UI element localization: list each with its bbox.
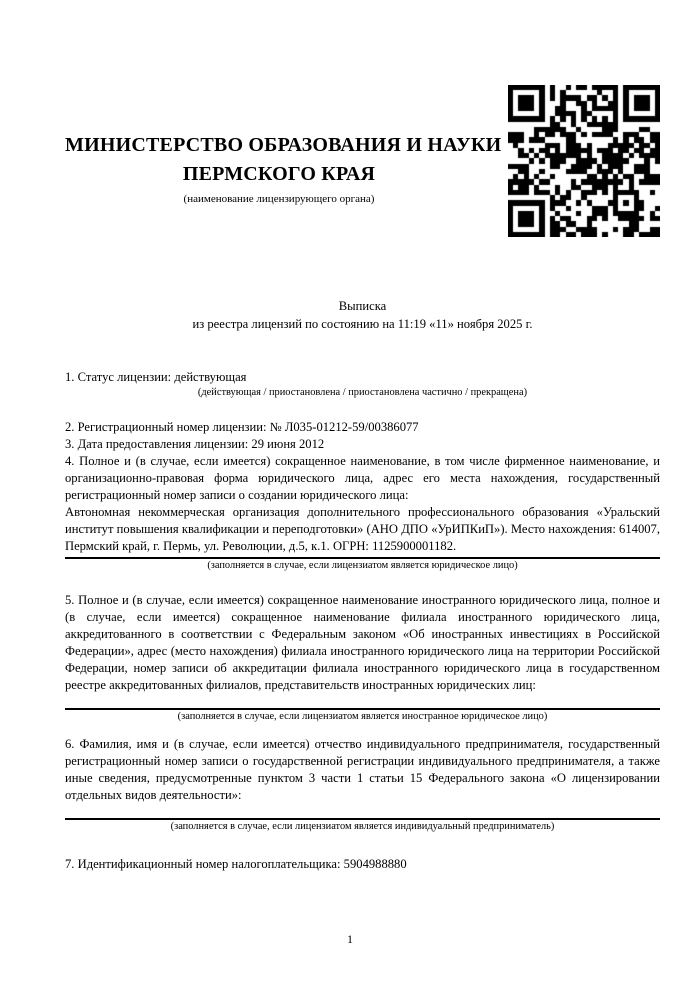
document-title-line1: Выписка — [338, 299, 387, 313]
qr-code-icon — [508, 85, 660, 237]
item-license-status — [65, 369, 660, 400]
document-title-line2: из реестра лицензий по состоянию на 11:19 «11» ноября 2025 г. — [192, 316, 533, 331]
foreign-entity-caption: (заполняется в случае, если лицензиатом является иностранное юридическое лицо) — [177, 711, 548, 722]
entrepreneur-label: 6. Фамилия, имя и (в случае, если имеется) отчество индивидуального предпринимателя, государственный регистрационный номер записи о государственной регистрации индивидуального предпринимателя, а также иные сведения, предусмотренные пунктом 3 части 1 статьи 15 Федерального закона «О лицензировании отдельных видов деятельности»: — [65, 737, 660, 802]
item-grant-date: 3. Дата предоставления лицензии: 29 июня 2012 — [65, 437, 325, 451]
item-legal-entity — [65, 453, 660, 573]
item-registration-number: 2. Регистрационный номер лицензии: № Л035-01212-59/00386077 — [65, 420, 419, 434]
extract-items — [65, 369, 660, 873]
authority-caption: (наименование лицензирующего органа) — [183, 193, 375, 205]
license-status-caption: (действующая / приостановлена / приостановлена частично / прекращена) — [197, 387, 528, 398]
item-entrepreneur — [65, 736, 660, 834]
foreign-entity-label: 5. Полное и (в случае, если имеется) сокращенное наименование иностранного юридического лица, полное и (в случае, если имеется) сокращенное наименование филиала иностранного юридического лица, аккредитованного в соответствии с Федеральным законом «Об иностранных инвестициях в Российской Федерации», адрес (место нахождения) филиала иностранного юридического лица на территории Российской Федерации, номер записи об аккредитации филиала иностранного юридического лица в государственном реестре аккредитованных филиалов, представительств иностранных юридических лиц: — [65, 593, 660, 692]
legal-entity-label: 4. Полное и (в случае, если имеется) сокращенное наименование, в том числе фирменное наименование, и организационно-правовая форма юридического лица, адрес его места нахождения, государственный регистрационный номер записи о создании юридического лица: — [65, 454, 660, 502]
legal-entity-value: Автономная некоммерческая организация дополнительного профессионального образования «Уральский институт повышения квалификации и переподготовки» (АНО ДПО «УрИПКиП»). Место нахождения: 614007, Пермский край, г. Пермь, ул. Революции, д.5, к.1. ОГРН: 1125900001182. — [65, 505, 660, 553]
item-foreign-entity — [65, 592, 660, 724]
item-taxpayer-number: 7. Идентификационный номер налогоплательщика: 5904988880 — [65, 857, 407, 871]
document-header — [65, 0, 660, 250]
issuing-authority-block — [65, 131, 502, 205]
document-content — [65, 0, 660, 873]
authority-name-line1: МИНИСТЕРСТВО ОБРАЗОВАНИЯ И НАУКИ — [65, 134, 502, 156]
page-number: 1 — [347, 932, 353, 946]
authority-name-line2: ПЕРМСКОГО КРАЯ — [182, 163, 376, 185]
legal-entity-caption: (заполняется в случае, если лицензиатом является юридическое лицо) — [207, 560, 518, 571]
entrepreneur-caption: (заполняется в случае, если лицензиатом является индивидуальный предприниматель) — [170, 821, 555, 832]
license-status-text: 1. Статус лицензии: действующая — [65, 370, 247, 384]
document-title — [65, 298, 660, 333]
